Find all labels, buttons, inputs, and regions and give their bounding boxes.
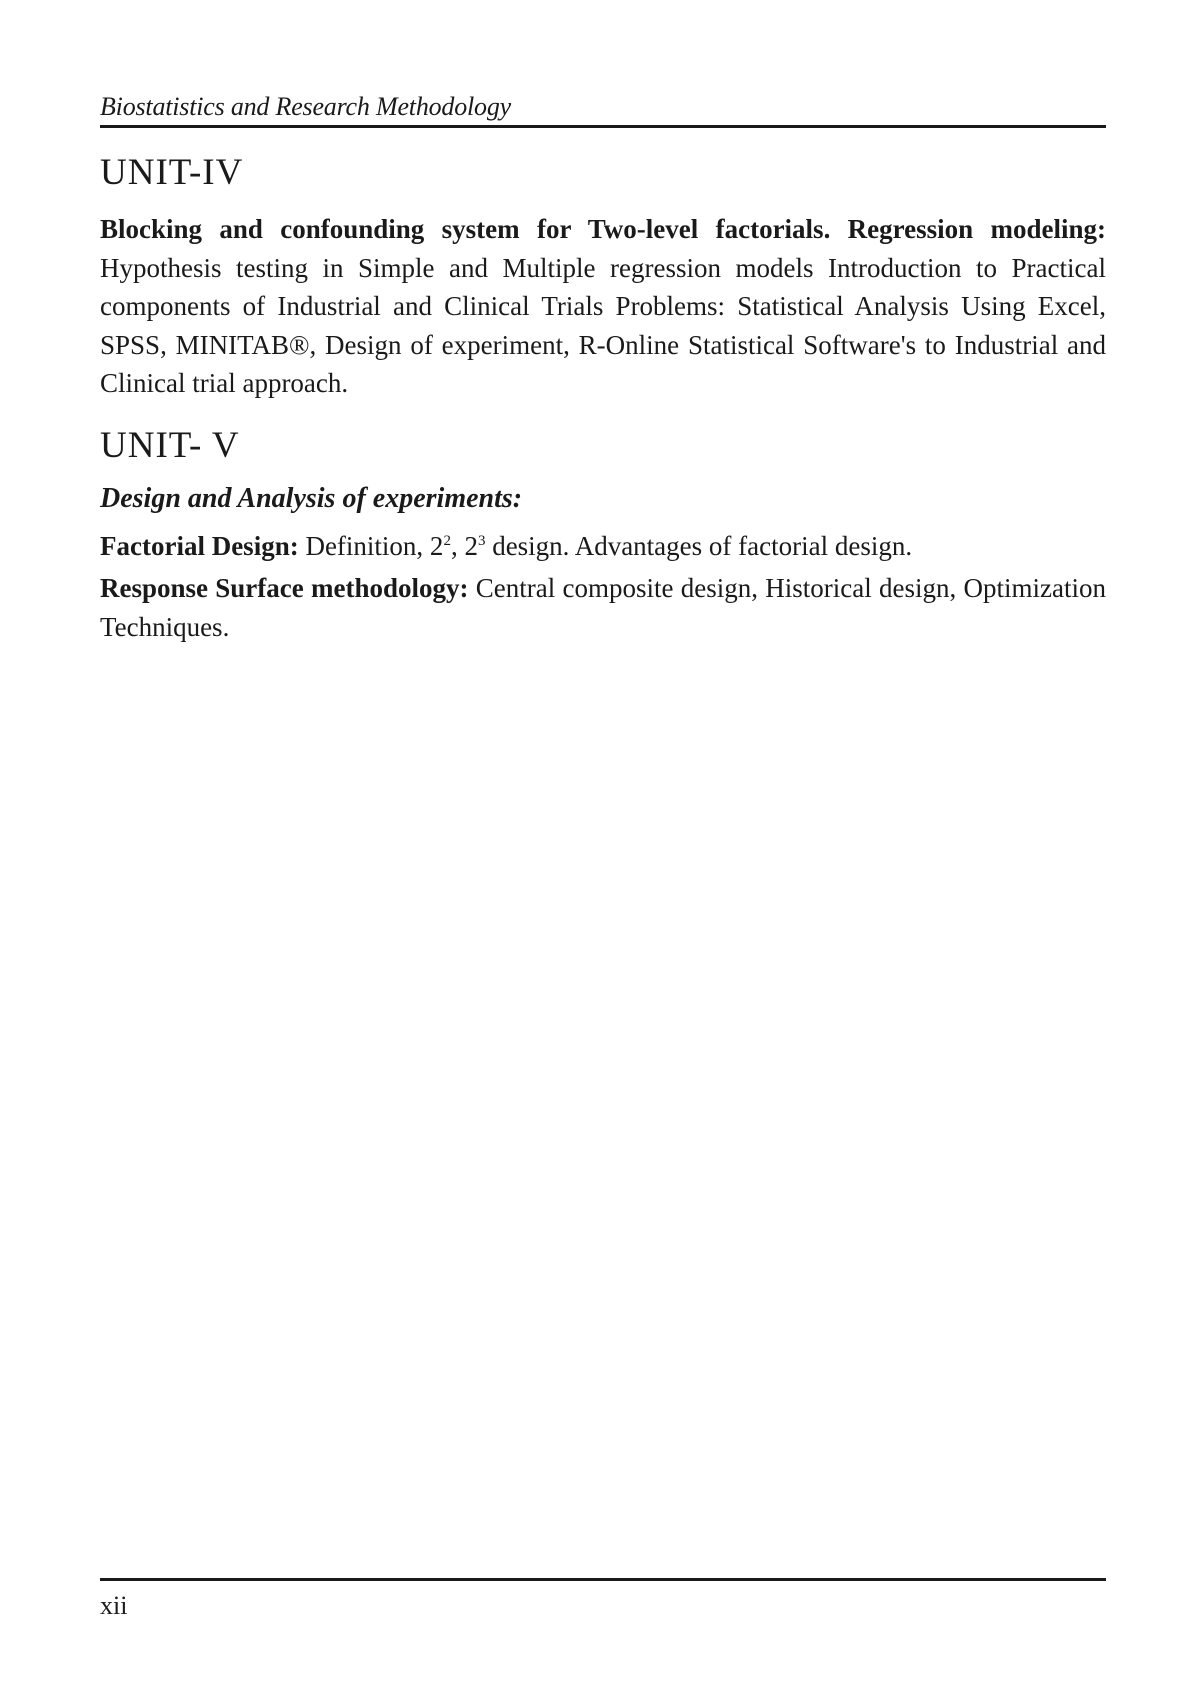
document-page	[100, 0, 1106, 1700]
factorial-text-a: Definition, 2	[298, 530, 444, 561]
factorial-design-paragraph	[100, 527, 1106, 566]
factorial-design-label: Factorial Design:	[100, 530, 299, 561]
response-surface-paragraph	[100, 569, 1106, 646]
running-header: Biostatistics and Research Methodology	[100, 92, 511, 121]
factorial-text-c: design. Advantages of factorial design.	[485, 530, 913, 561]
factorial-superscript-3: 3	[477, 532, 486, 549]
page-number: xii	[100, 1591, 128, 1620]
unit-4-body: Hypothesis testing in Simple and Multiple regression models Introduction to Practical components of Industrial and Clinical Trials Problems: Statistical Analysis Using Excel, SPSS, MINITAB®, Design of experiment, R-Online Statistical Software's to Industrial and Clinical trial approach.	[100, 252, 1106, 398]
footer-rule	[100, 1578, 1106, 1581]
factorial-text-b: , 2	[450, 530, 478, 561]
unit-4-heading: UNIT-IV	[100, 152, 244, 193]
response-surface-text: Central composite design, Historical design, Optimization Techniques.	[100, 573, 1106, 642]
unit-4-paragraph	[100, 210, 1106, 403]
page-content	[100, 150, 1106, 646]
unit-4-bold-lead: Blocking and confounding system for Two-level factorials. Regression modeling:	[100, 214, 1106, 244]
header-rule	[100, 125, 1106, 128]
factorial-superscript-2: 2	[443, 532, 451, 549]
unit-5-subheading: Design and Analysis of experiments:	[100, 482, 523, 514]
response-surface-label: Response Surface methodology:	[100, 573, 469, 603]
unit-5-heading: UNIT- V	[100, 424, 240, 466]
